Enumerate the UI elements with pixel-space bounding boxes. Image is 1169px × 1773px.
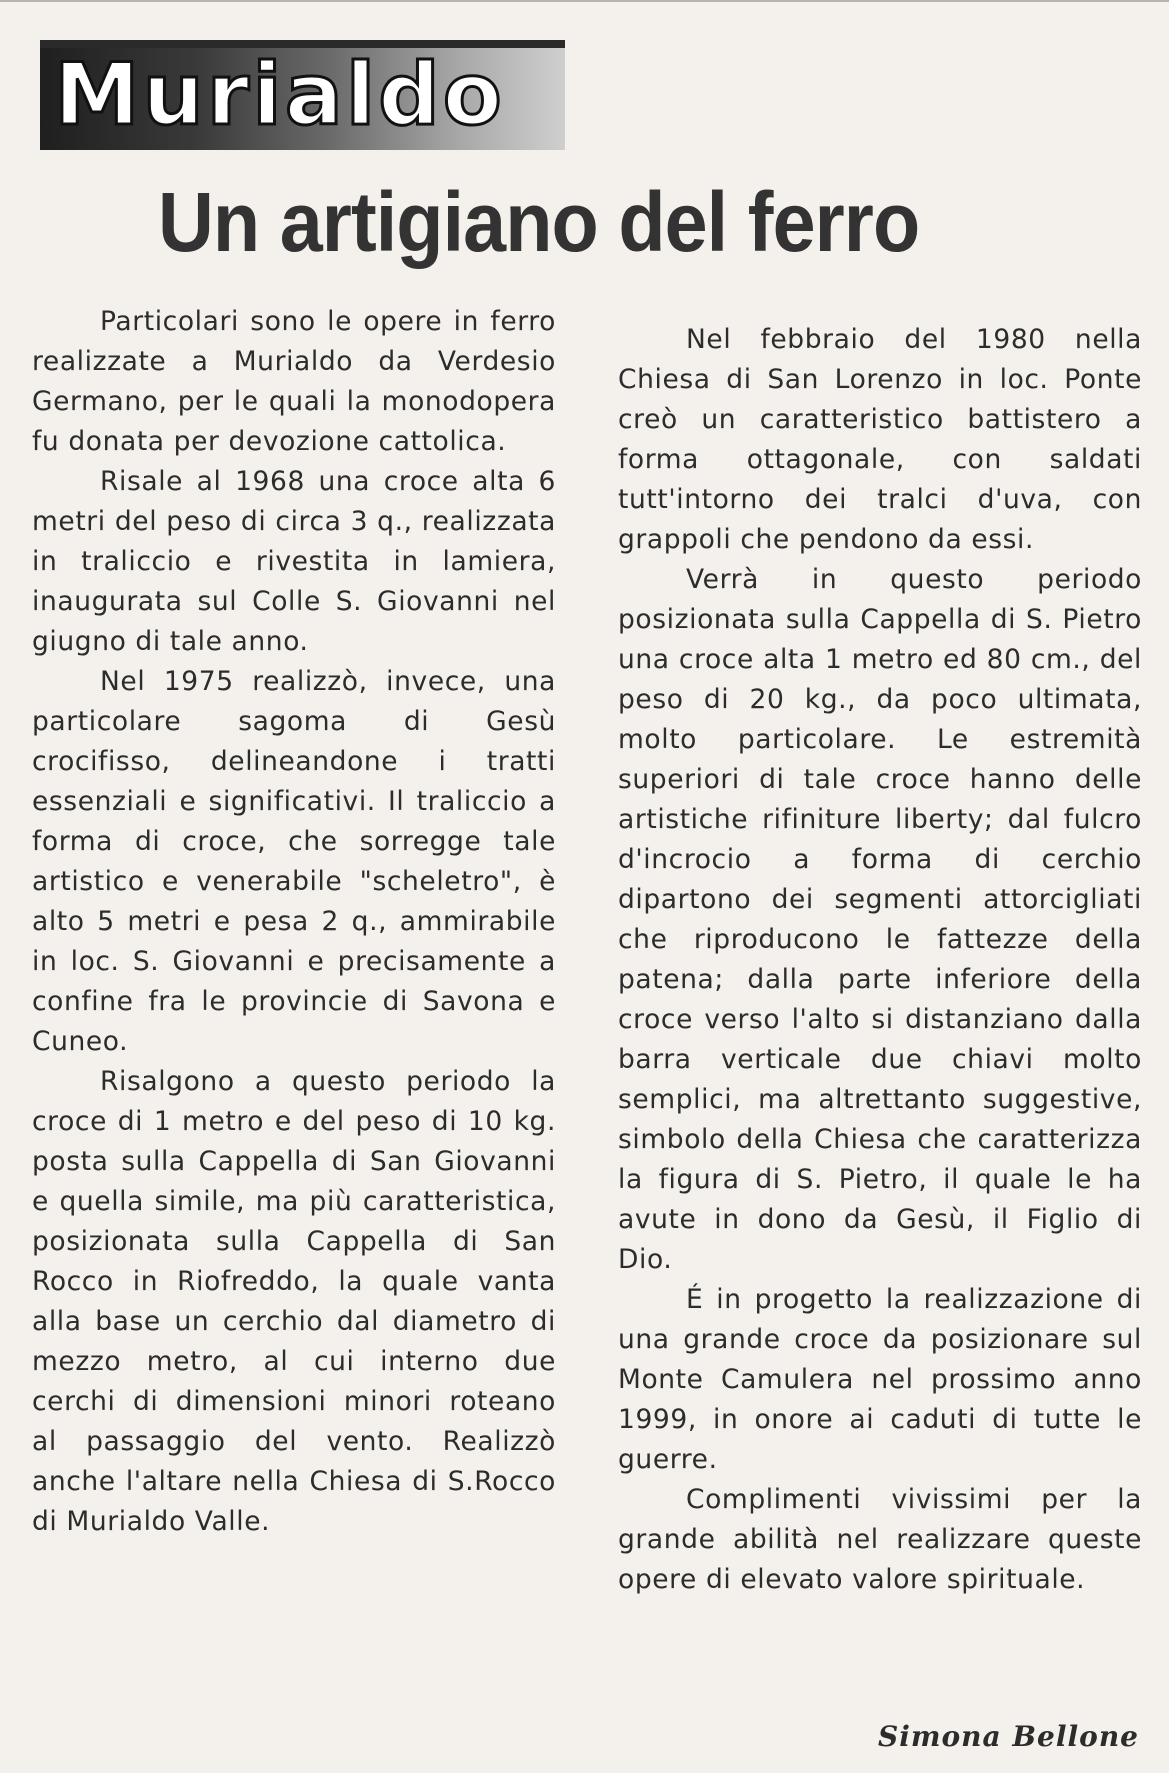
paragraph: É in progetto la realizzazione di una grande croce da posizionare sul Monte Camulera nel prossimo anno 1999, in onore ai caduti di tutte le guerre. bbox=[618, 1284, 1142, 1475]
paragraph: Risalgono a questo periodo la croce di 1 metro e del peso di 10 kg. posta sulla Cappella di San Giovanni e quella simile, ma più caratteristica, posizionata sulla Cappella di San Rocco in Riofreddo, la quale vanta alla base un cerchio dal diametro di mezzo metro, al cui interno due cerchi di dimensioni minori roteano al passaggio del vento. Realizzò anche l'altare nella Chiesa di S.Rocco di Murialdo Valle. bbox=[32, 1066, 556, 1537]
section-banner bbox=[40, 40, 565, 150]
paragraph: Nel febbraio del 1980 nella Chiesa di San Lorenzo in loc. Ponte creò un caratteristico battistero a forma ottagonale, con saldati tutt'intorno dei tralci d'uva, con grappoli che pendono da essi. bbox=[618, 324, 1142, 555]
paragraph: Particolari sono le opere in ferro realizzate a Murialdo da Verdesio Germano, per le quali la monodopera fu donata per devozione cattolica. bbox=[32, 306, 556, 457]
author-signature: Simona Bellone bbox=[877, 1720, 1139, 1753]
article-headline: Un artigiano del ferro bbox=[158, 175, 920, 269]
article-column-right bbox=[618, 320, 1142, 1600]
paragraph: Nel 1975 realizzò, invece, una particolare sagoma di Gesù crocifisso, delineandone i tratti essenziali e significativi. Il traliccio a forma di croce, che sorregge tale artistico e venerabile "scheletro", è alto 5 metri e pesa 2 q., ammirabile in loc. S. Giovanni e precisamente a confine fra le provincie di Savona e Cuneo. bbox=[32, 666, 556, 1057]
article-column-left bbox=[32, 302, 556, 1542]
paragraph: Verrà in questo periodo posizionata sulla Cappella di S. Pietro una croce alta 1 metro ed 80 cm., del peso di 20 kg., da poco ultimata, molto particolare. Le estremità superiori di tale croce hanno delle artistiche rifiniture liberty; dal fulcro d'incrocio a forma di cerchio dipartono dei segmenti attorcigliati che riproducono le fattezze della patena; dalla parte inferiore della croce verso l'alto si distanziano dalla barra verticale due chiavi molto semplici, ma altrettanto suggestive, simbolo della Chiesa che caratterizza la figura di S. Pietro, il quale le ha avute in dono da Gesù, il Figlio di Dio. bbox=[618, 564, 1142, 1275]
section-name: Murialdo bbox=[54, 45, 505, 145]
paragraph: Complimenti vivissimi per la grande abilità nel realizzare queste opere di elevato valore spirituale. bbox=[618, 1484, 1142, 1595]
paragraph: Risale al 1968 una croce alta 6 metri del peso di circa 3 q., realizzata in traliccio e rivestita in lamiera, inaugurata sul Colle S. Giovanni nel giugno di tale anno. bbox=[32, 466, 556, 657]
